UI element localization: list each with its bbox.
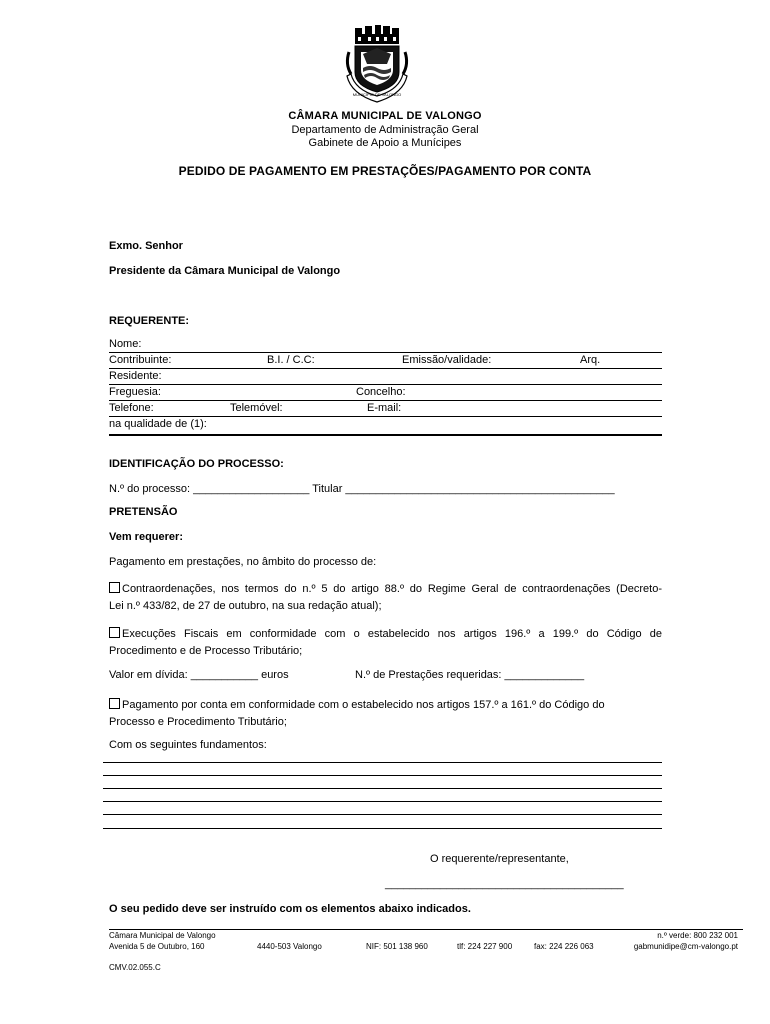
- footer-green-line: n.º verde: 800 232 001: [657, 931, 738, 940]
- residente-label: Residente:: [109, 370, 162, 382]
- footer-org-name: Câmara Municipal de Valongo: [109, 931, 216, 940]
- document-title: PEDIDO DE PAGAMENTO EM PRESTAÇÕES/PAGAMENTO POR CONTA: [178, 164, 592, 178]
- salutation-line-1: Exmo. Senhor: [109, 240, 183, 252]
- option1-text-line2: Lei n.º 433/82, de 27 de outubro, na sua redação atual);: [109, 600, 382, 612]
- qualidade-label: na qualidade de (1):: [109, 418, 207, 430]
- requerente-form: [109, 337, 662, 436]
- fundamentos-line-3[interactable]: [103, 788, 662, 789]
- fundamentos-line-1[interactable]: [103, 762, 662, 763]
- signature-line[interactable]: _______________________________________: [385, 878, 624, 890]
- requerente-heading: REQUERENTE:: [109, 315, 190, 327]
- freguesia-label: Freguesia:: [109, 386, 161, 398]
- email-label: E-mail:: [367, 402, 402, 414]
- option3-text-line2: Processo e Procedimento Tributário;: [109, 716, 287, 728]
- residente-row[interactable]: [109, 369, 662, 385]
- nome-label: Nome:: [109, 338, 142, 350]
- option3-text-line1: Pagamento por conta em conformidade com o estabelecido nos artigos 157.º a 161.º do Código do: [122, 699, 605, 711]
- form-code: CMV.02.055.C: [109, 963, 161, 972]
- footer-divider: [109, 929, 743, 930]
- execucoes-fiscais-checkbox[interactable]: [109, 627, 120, 638]
- telefone-row[interactable]: [109, 401, 662, 417]
- option-contraordenacoes: [109, 581, 662, 615]
- contribuinte-row[interactable]: [109, 353, 662, 369]
- option1-text-line1: Contraordenações, nos termos do n.º 5 do artigo 88.º do Regime Geral de contraordenações (Decreto-: [122, 583, 662, 595]
- footer-address: Avenida 5 de Outubro, 160: [109, 942, 205, 951]
- fundamentos-line-2[interactable]: [103, 775, 662, 776]
- processo-line[interactable]: N.º do processo: ___________________ Titular ____________________________________________: [109, 483, 615, 495]
- arq-label: Arq.: [580, 354, 601, 366]
- qualidade-row[interactable]: [109, 417, 662, 436]
- concelho-label: Concelho:: [356, 386, 406, 398]
- crest-ribbon-text: MUNICÍPIO DE VALONGO: [352, 92, 402, 97]
- department-name: Departamento de Administração Geral: [291, 124, 479, 136]
- pretensao-heading: PRETENSÃO: [109, 506, 178, 518]
- nome-row[interactable]: [109, 337, 662, 353]
- instruction-notice: O seu pedido deve ser instruído com os elementos abaixo indicados.: [109, 903, 471, 915]
- vem-requerer-label: Vem requerer:: [109, 531, 183, 543]
- option-execucoes-fiscais: [109, 626, 662, 660]
- option-pagamento-por-conta: [109, 697, 662, 731]
- footer-fax: fax: 224 226 063: [534, 942, 594, 951]
- telefone-label: Telefone:: [109, 402, 154, 414]
- footer-tlf: tlf: 224 227 900: [457, 942, 513, 951]
- footer-nif: NIF: 501 138 960: [366, 942, 428, 951]
- org-name: CÂMARA MUNICIPAL DE VALONGO: [288, 110, 482, 122]
- salutation-line-2: Presidente da Câmara Municipal de Valongo: [109, 265, 341, 277]
- processo-heading: IDENTIFICAÇÃO DO PROCESSO:: [109, 458, 284, 470]
- emissao-label: Emissão/validade:: [402, 354, 492, 366]
- option2-text-line2: Procedimento e de Processo Tributário;: [109, 645, 303, 657]
- contribuinte-label: Contribuinte:: [109, 354, 172, 366]
- office-name: Gabinete de Apoio a Munícipes: [308, 137, 462, 149]
- pagamento-por-conta-checkbox[interactable]: [109, 698, 120, 709]
- contraordenacoes-checkbox[interactable]: [109, 582, 120, 593]
- fundamentos-label: Com os seguintes fundamentos:: [109, 739, 267, 751]
- option2-text-line1: Execuções Fiscais em conformidade com o estabelecido nos artigos 196.º a 199.º do Código de: [122, 628, 662, 640]
- fundamentos-line-6[interactable]: [103, 828, 662, 829]
- footer-email[interactable]: gabmunidipe@cm-valongo.pt: [633, 942, 738, 951]
- valor-divida-field[interactable]: Valor em dívida: ___________ euros: [109, 669, 289, 681]
- numero-prestacoes-field[interactable]: N.º de Prestações requeridas: _____________: [355, 669, 585, 681]
- municipal-crest-logo: [343, 24, 411, 106]
- fundamentos-line-5[interactable]: [103, 814, 662, 815]
- signature-label: O requerente/representante,: [430, 853, 569, 865]
- fundamentos-line-4[interactable]: [103, 801, 662, 802]
- prestacoes-intro: Pagamento em prestações, no âmbito do processo de:: [109, 556, 377, 568]
- freguesia-row[interactable]: [109, 385, 662, 401]
- telemovel-label: Telemóvel:: [230, 402, 283, 414]
- bi-cc-label: B.I. / C.C:: [267, 354, 315, 366]
- footer-postal: 4440-503 Valongo: [257, 942, 322, 951]
